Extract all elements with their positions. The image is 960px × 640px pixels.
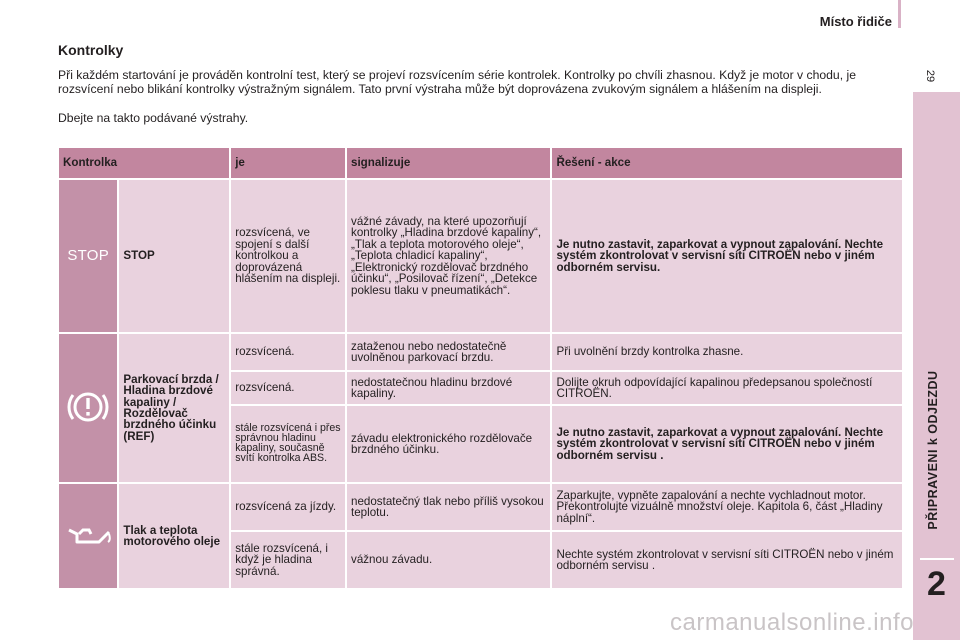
section-title: Kontrolky (58, 42, 124, 58)
header-kontrolka: Kontrolka (59, 148, 229, 178)
page-header-title: Místo řidiče (819, 14, 892, 29)
stop-label: STOP (119, 180, 229, 332)
page-number: 29 (924, 69, 936, 83)
brake-signal-1: zataženou nebo nedostatečně uvolněnou parkovací brzdu. (347, 334, 550, 370)
brake-state-1: rozsvícená. (231, 334, 345, 370)
table-row-stop (59, 180, 902, 332)
brake-icon-cell (59, 334, 117, 482)
header-divider (898, 0, 901, 28)
stop-state: rozsvícená, ve spojení s další kontrolkou a doprovázená hlášením na displeji. (231, 180, 345, 332)
header-je: je (231, 148, 345, 178)
table-header-row (59, 148, 902, 178)
chapter-title: PŘIPRAVENI k ODJEZDU (926, 370, 940, 530)
brake-action-1: Při uvolnění brzdy kontrolka zhasne. (552, 334, 902, 370)
brake-signal-2: nedostatečnou hladinu brzdové kapaliny. (347, 372, 550, 404)
oil-state-2: stále rozsvícená, i když je hladina správná. (231, 532, 345, 588)
watermark: carmanualsonline.info (670, 609, 914, 636)
oil-can-icon (65, 520, 111, 550)
chapter-number: 2 (927, 565, 946, 603)
stop-icon: STOP (67, 246, 110, 264)
brake-warning-icon (65, 387, 111, 427)
table-row-brake-1 (59, 334, 902, 370)
chapter-divider (920, 558, 954, 560)
intro-paragraph: Při každém startování je prováděn kontrolní test, který se projeví rozsvícením série kontrolek. Kontrolky po chvíli zhasnou. Když je motor v chodu, je rozsvícení nebo blikání kontrolky výstražným signálem. Tato první výstraha může být doprovázena zvukovým signálem a hlášením na displeji. (58, 68, 856, 96)
brake-signal-3: závadu elektronického rozdělovače brzdného účinku. (347, 406, 550, 482)
oil-signal-1: nedostatečný tlak nebo příliš vysokou teplotu. (347, 484, 550, 530)
brake-label: Parkovací brzda / Hladina brzdové kapaliny / Rozdělovač brzdného účinku (REF) (119, 334, 229, 482)
oil-label: Tlak a teplota motorového oleje (119, 484, 229, 588)
oil-signal-2: vážnou závadu. (347, 532, 550, 588)
intro-note: Dbejte na takto podávané výstrahy. (58, 111, 249, 125)
brake-state-3: stále rozsvícená i přes správnou hladinu kapaliny, současně svítí kontrolka ABS. (231, 406, 345, 482)
oil-action-2: Nechte systém zkontrolovat v servisní síti CITROËN nebo v jiném odborném servisu . (552, 532, 902, 588)
brake-action-3: Je nutno zastavit, zaparkovat a vypnout zapalování. Nechte systém zkontrolovat v servisní síti CITROËN nebo v jiném odborném servisu . (552, 406, 902, 482)
oil-icon-cell (59, 484, 117, 588)
oil-state-1: rozsvícená za jízdy. (231, 484, 345, 530)
stop-signal: vážné závady, na které upozorňují kontrolky „Hladina brzdové kapaliny“, „Tlak a teplota motorového oleje“, „Teplota chladicí kapaliny“, „Elektronický rozdělovač brzdného účinku“, „Posilovač řízení“, „Detekce poklesu tlaku v pneumatikách“. (347, 180, 550, 332)
stop-action: Je nutno zastavit, zaparkovat a vypnout zapalování. Nechte systém zkontrolovat v servisní síti CITROËN nebo v jiném odborném servisu. (552, 180, 902, 332)
table-row-oil-1 (59, 484, 902, 530)
warning-lights-table (57, 146, 904, 590)
brake-action-2: Dolijte okruh odpovídající kapalinou předepsanou společností CITROËN. (552, 372, 902, 404)
brake-state-2: rozsvícená. (231, 372, 345, 404)
header-reseni: Řešení - akce (552, 148, 902, 178)
header-signalizuje: signalizuje (347, 148, 550, 178)
oil-action-1: Zaparkujte, vypněte zapalování a nechte vychladnout motor. Překontrolujte vizuálně množství oleje. Kapitola 6, část „Hladiny náplní“. (552, 484, 902, 530)
stop-icon-cell (59, 180, 117, 332)
